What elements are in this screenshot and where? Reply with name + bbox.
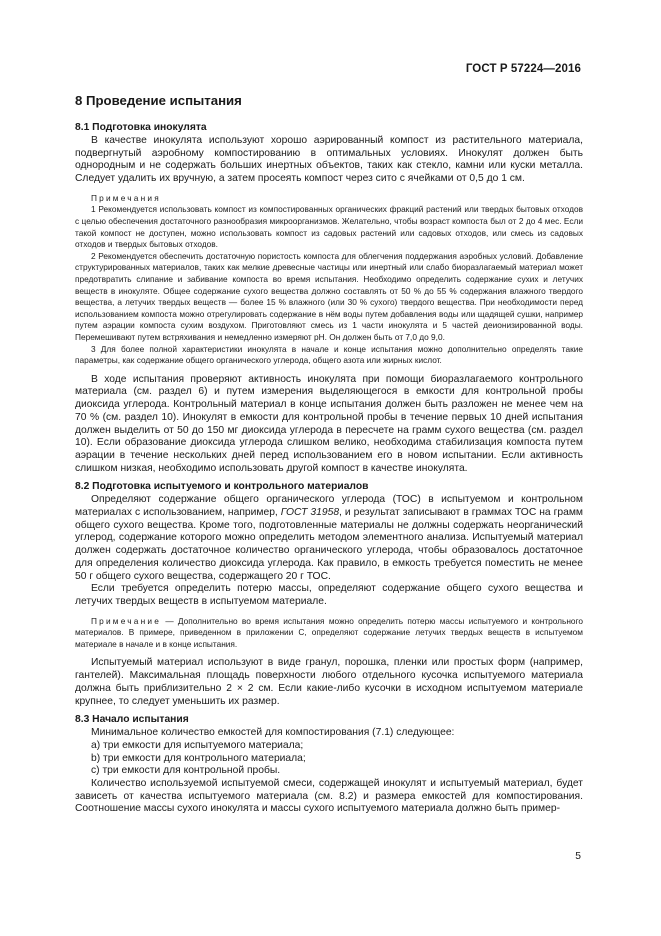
note-1: 1 Рекомендуется использовать компост из компостированных органических фракций растений или твердых бытовых отходов с целью обеспечения достаточного разнообразия микроорганизмов. Желательно, чтобы возраст компоста был от 2 до 4 мес. Если такой компост не доступен, можно использовать компост из садовых растений или садовых отходов, или смесь из садовых отходов и твердых бытовых отходов.	[75, 204, 583, 250]
page-number: 5	[575, 851, 581, 862]
paragraph-activity-check: В ходе испытания проверяют активность инокулята при помощи биоразлагаемого контрольного материала (см. раздел 6) и путем измерения выделяющегося в емкости для контрольной пробы диоксида углерода. Контрольный материал в конце испытания должен быть разложен не менее чем на 70 % (см. раздел 10). Инокулят в емкости для контрольной пробы в течение первых 10 дней испытания должен выделить от 50 до 150 мг диоксида углерода в пересчете на грамм сухого вещества (см. раздел 10). Если образование диоксида углерода слишком велико, необходима стабилизация компоста путем аэрации в течение нескольких дней перед использованием его в новом испытании. Если активность слишком низкая, необходимо использовать другой компост в качестве инокулята.	[75, 373, 583, 474]
note-2: 2 Рекомендуется обеспечить достаточную пористость компоста для облегчения поддержания аэробных условий. Добавление структурированных материалов, таких как мелкие древесные частицы или инертный или слабо биоразлагаемый материал может предотвратить слипание и забивание компоста во время испытания. Необходимо определить содержание сухих и летучих веществ в инокуляте. Общее содержание сухого вещества должно составлять от 50 % до 55 % содержания влажного твердого вещества, а летучих твердых веществ — более 15 % влажного (или 30 % сухого) твердого вещества. При необходимости перед использованием компоста можно отрегулировать содержание в нём воды путем добавления воды или щадящей сушки, например путем аэрации компоста сухим воздухом. Приготовляют смесь из 1 части инокулята и 5 частей деионизированной воды. Перемешивают путем встряхивания и немедленно измеряют pH. Он должен быть от 7,0 до 9,0.	[75, 250, 583, 342]
paragraph-vessels-intro: Минимальное количество емкостей для компостирования (7.1) следующее:	[91, 727, 455, 739]
note-text: — Дополнительно во время испытания можно определить потерю массы испытуемого и контрольного материалов. В примере, приведенном в приложении С, определяют содержание летучих твердых веществ в испытуемом материале в начале и в конце испытания.	[75, 615, 583, 649]
list-item: c) три емкости для контрольной пробы.	[91, 765, 281, 777]
list-item: b) три емкости для контрольного материала;	[91, 752, 306, 764]
page-content	[75, 93, 583, 816]
toc-text-start: Определяют содержание общего органического углерода (ТОС) в испытуемом и контрольном материалах с использованием, например,	[75, 494, 583, 519]
standard-reference: ГОСТ 31958	[280, 507, 340, 519]
section-title: 8 Проведение испытания	[75, 93, 242, 108]
list-item: a) три емкости для испытуемого материала;	[91, 739, 304, 751]
document-code: ГОСТ Р 57224—2016	[465, 63, 581, 75]
paragraph-toc	[75, 494, 583, 583]
note-mass-loss	[75, 616, 583, 651]
note-label: Примечание	[91, 615, 162, 626]
vessel-list	[75, 740, 583, 778]
paragraph-material-form: Испытуемый материал используют в виде гранул, порошка, пленки или простых форм (например, гантелей). Максимальная площадь поверхности любого отдельного кусочка испытуемого материала должна быть приблизительно 2 × 2 см. Если какие-либо кусочки в исходном испытуемом материале крупнее, то следует уменьшить их размер.	[75, 657, 583, 707]
paragraph-inoculum: В качестве инокулята используют хорошо аэрированный компост из растительного материала, подвергнутый аэробному компостированию в оптимальных условиях. Инокулят должен быть однородным и не содержать больших инертных объектов, таких как стекло, камни или куски металла. Следует удалить их вручную, а затем просеять компост через сито с ячейками от 0,5 до 1 см.	[75, 135, 583, 185]
paragraph-mass-loss: Если требуется определить потерю массы, определяют содержание общего сухого вещества и летучих твердых веществ в испытуемом материале.	[75, 583, 583, 607]
subsection-8-1-title: 8.1 Подготовка инокулята	[75, 122, 207, 133]
toc-text-end: , и результат записывают в граммах ТОС на грамм общего сухого вещества. Кроме того, подготовленные материалы не должны содержать неорганический углерод, содержание которого можно определить методом элементного анализа. Испытуемый материал должен содержать достаточное количество органического углерода, чтобы образовалось достаточное для определения количество диоксида углерода. Как правило, в емкость требуется поместить не менее 50 г общего сухого вещества, содержащего 20 г ТОС.	[75, 507, 583, 582]
paragraph-mixture: Количество используемой испытуемой смеси, содержащей инокулят и испытуемый материал, будет зависеть от качества испытуемого материала (см. 8.2) и размера емкостей для компостирования. Соотношение массы сухого инокулята и массы сухого испытуемого материала должно быть пример-	[75, 778, 583, 815]
notes-label: Примечания	[91, 192, 161, 203]
subsection-8-3-title: 8.3 Начало испытания	[75, 714, 189, 726]
subsection-8-2-title: 8.2 Подготовка испытуемого и контрольного материалов	[75, 481, 369, 493]
note-3: 3 Для более полной характеристики инокулята в начале и конце испытания можно дополнительно определять такие параметры, как содержание общего органического углерода, общего азота или жирных кислот.	[75, 343, 583, 366]
